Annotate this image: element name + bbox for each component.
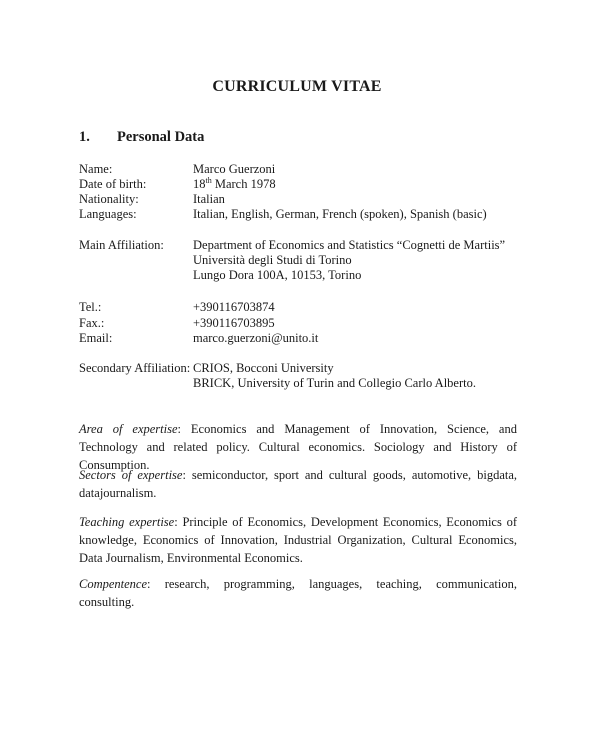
field-label: Email: xyxy=(79,331,113,345)
paragraph-competence xyxy=(79,575,517,611)
paragraph-lead: Sectors of expertise xyxy=(79,468,183,482)
paragraph-lead: Compentence xyxy=(79,577,148,591)
affiliation-line: CRIOS, Bocconi University xyxy=(193,361,334,375)
field-label: Languages: xyxy=(79,207,137,221)
paragraph-lead: Area of expertise xyxy=(79,422,178,436)
dob-rest: March 1978 xyxy=(211,177,276,191)
field-value: Marco Guerzoni xyxy=(193,162,276,176)
section-title: Personal Data xyxy=(117,129,205,145)
field-label: Nationality: xyxy=(79,192,139,206)
field-label: Name: xyxy=(79,162,113,176)
section-heading-personal-data xyxy=(79,128,204,146)
paragraph-text: : research, programming, languages, teaching, communication, consulting. xyxy=(79,577,517,609)
field-label: Main Affiliation: xyxy=(79,238,164,252)
section-number: 1. xyxy=(79,129,90,145)
field-label: Secondary Affiliation: xyxy=(79,361,191,375)
field-value: +390116703895 xyxy=(193,316,275,330)
field-value: marco.guerzoni@unito.it xyxy=(193,331,319,345)
paragraph-sectors-of-expertise xyxy=(79,466,517,502)
field-value xyxy=(193,361,476,391)
affiliation-line: Lungo Dora 100A, 10153, Torino xyxy=(193,268,362,282)
affiliation-line: Università degli Studi di Torino xyxy=(193,253,352,267)
paragraph-text: : semiconductor, sport and cultural goods, automotive, bigdata, datajournalism. xyxy=(79,468,518,500)
paragraph-teaching-expertise xyxy=(79,513,517,567)
field-value: +390116703874 xyxy=(193,300,275,314)
affiliation-line: Department of Economics and Statistics “Cognetti de Martiis” xyxy=(193,238,506,252)
paragraph-lead: Teaching expertise xyxy=(79,515,175,529)
paragraph-text: : Economics and Management of Innovation, Science, and Technology and related policy. Cultural economics. Sociology and History of Consumption. xyxy=(79,422,517,472)
document-title: CURRICULUM VITAE xyxy=(212,78,382,95)
field-value xyxy=(193,177,276,192)
field-label: Date of birth: xyxy=(79,177,147,191)
dob-day: 18 xyxy=(193,177,206,191)
field-label: Fax.: xyxy=(79,316,105,330)
field-value: Italian xyxy=(193,192,225,206)
field-value xyxy=(193,238,505,283)
affiliation-line: BRICK, University of Turin and Collegio Carlo Alberto. xyxy=(193,376,476,390)
paragraph-text: : Principle of Economics, Development Economics, Economics of knowledge, Economics of Innovation, Industrial Organization, Cultural Economics, Data Journalism, Environmental Economics. xyxy=(79,515,517,565)
dob-day-suffix: th xyxy=(205,176,212,185)
field-label: Tel.: xyxy=(79,300,102,314)
field-value: Italian, English, German, French (spoken), Spanish (basic) xyxy=(193,207,487,221)
